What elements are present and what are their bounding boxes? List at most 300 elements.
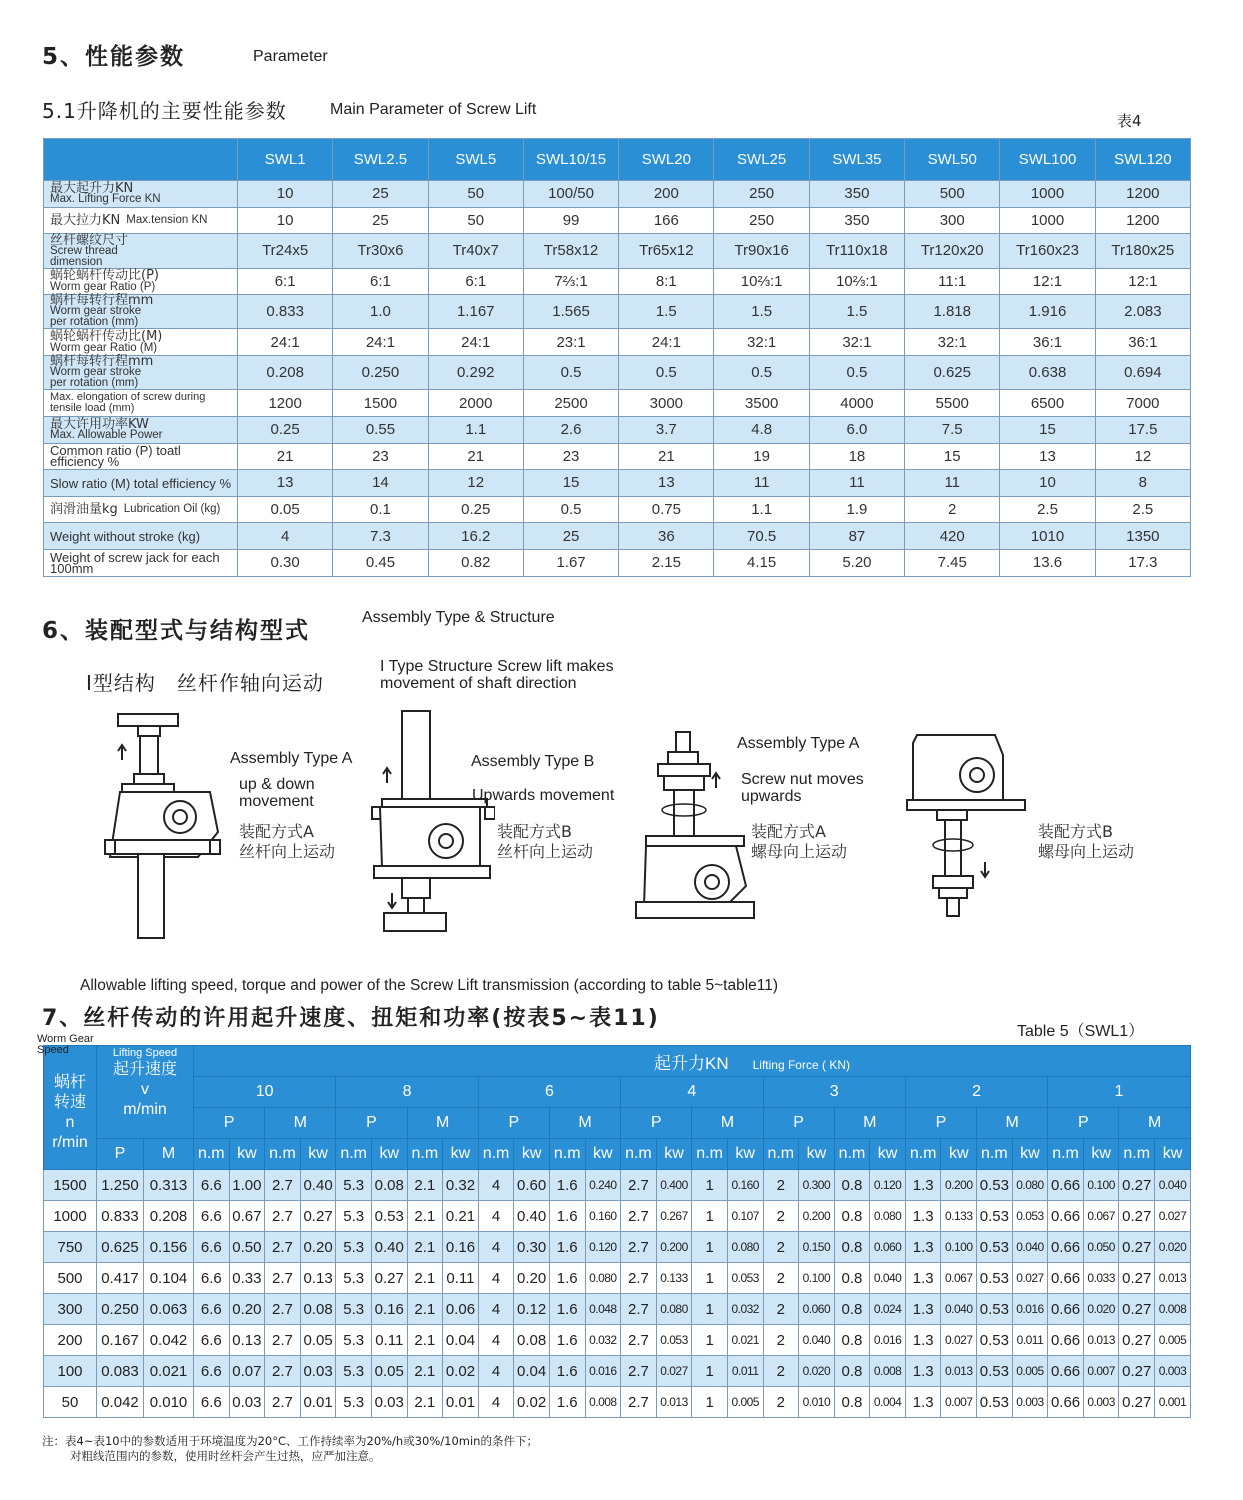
cell-value: 32:1 (905, 329, 1000, 356)
unit-header: kw (941, 1139, 977, 1170)
cell-value: 0.8 (834, 1325, 870, 1356)
cell-value: 0.200 (941, 1170, 977, 1201)
cell-value: 1200 (1095, 181, 1190, 208)
cell-value: 24:1 (428, 329, 523, 356)
cell-value: 25 (333, 207, 428, 234)
cell-value: 6.6 (194, 1294, 230, 1325)
cell-value: 2.5 (1000, 496, 1095, 523)
row-label-cn: 蜗轮蜗杆传动比(P) (50, 268, 159, 284)
cell-value: 12 (1095, 443, 1190, 470)
worm-speed-cell: 200 (44, 1325, 97, 1356)
assembly-type-a-nut-up-drawing (634, 730, 759, 922)
cell-value: 350 (809, 207, 904, 234)
cell-value: 0.133 (941, 1201, 977, 1232)
cell-value: 0.027 (656, 1356, 692, 1387)
cell-value: 0.080 (585, 1263, 621, 1294)
cell-value: 5.3 (336, 1356, 372, 1387)
cell-value: 1.3 (905, 1232, 941, 1263)
diagram-1-en-desc-2: movement (239, 793, 314, 810)
cell-value: 2.6 (523, 416, 618, 443)
row-label-en: Worm gear stroke per rotation (mm) (50, 366, 142, 390)
cell-value: 0.27 (1119, 1263, 1155, 1294)
cell-value: 0.66 (1048, 1325, 1084, 1356)
cell-value: 0.5 (619, 356, 714, 390)
cell-value: 0.080 (656, 1294, 692, 1325)
table-row (44, 181, 1191, 208)
cell-value: 87 (809, 523, 904, 550)
lift-speed-ratio-header: P (97, 1139, 144, 1170)
row-label-cn: 蜗杆每转行程mm (50, 354, 154, 370)
unit-header: kw (1083, 1139, 1119, 1170)
table-row (44, 496, 1191, 523)
cell-value: 0.45 (333, 549, 428, 576)
cell-value: Tr58x12 (523, 234, 618, 268)
cell-value: 0.027 (941, 1325, 977, 1356)
cell-value: 0.53 (977, 1294, 1013, 1325)
cell-value: 1.1 (428, 416, 523, 443)
worm-speed-cell: 300 (44, 1294, 97, 1325)
cell-value: 0.05 (238, 496, 333, 523)
cell-value: 0.016 (585, 1356, 621, 1387)
unit-header: kw (799, 1139, 835, 1170)
cell-value: 15 (523, 470, 618, 497)
cell-value: 5.3 (336, 1232, 372, 1263)
cell-value: 7⅔:1 (523, 268, 618, 295)
cell-value: 25 (333, 181, 428, 208)
lifting-speed-en: Lifting Speed (112, 1047, 178, 1059)
cell-value: 4.15 (714, 549, 809, 576)
row-label-en: Worm gear stroke per rotation (mm) (50, 305, 142, 329)
cell-value: 2.7 (621, 1232, 657, 1263)
cell-value: 0.007 (941, 1387, 977, 1418)
cell-value: 1.9 (809, 496, 904, 523)
ratio-header: P (763, 1108, 834, 1139)
table-row (44, 390, 1191, 417)
unit-header: n.m (478, 1139, 514, 1170)
unit-header: kw (371, 1139, 407, 1170)
cell-value: 0.5 (809, 356, 904, 390)
diagram-3-en-desc-2: upwards (741, 788, 802, 805)
row-label-en: Max. elongation of screw during tensile load (mm) (50, 391, 206, 415)
assembly-type-a-screw-up-drawing (100, 712, 230, 942)
ratio-header: M (834, 1108, 905, 1139)
cell-value: 4 (478, 1387, 514, 1418)
cell-value: 250 (714, 207, 809, 234)
cell-value: 2 (905, 496, 1000, 523)
ratio-header: P (905, 1108, 976, 1139)
cell-value: 0.013 (1155, 1263, 1191, 1294)
cell-value: 250 (714, 181, 809, 208)
diagram-2-cn-1: 装配方式B (497, 822, 572, 841)
cell-value: 0.063 (144, 1294, 194, 1325)
cell-value: 0.053 (727, 1263, 763, 1294)
diagram-1-cn-2: 丝杆向上运动 (239, 842, 336, 861)
cell-value: 0.833 (238, 295, 333, 329)
diagram-1-en-desc-1: up & down (239, 776, 315, 793)
cell-value: 6.6 (194, 1387, 230, 1418)
cell-value: 8 (1095, 470, 1190, 497)
table-row (44, 1201, 1191, 1232)
cell-value: 0.100 (941, 1232, 977, 1263)
cell-value: 0.8 (834, 1294, 870, 1325)
model-header: SWL20 (619, 139, 714, 181)
ratio-header: M (977, 1108, 1048, 1139)
row-label-cn: 丝杆螺纹尺寸 (50, 232, 129, 248)
unit-header: n.m (977, 1139, 1013, 1170)
unit-header: kw (585, 1139, 621, 1170)
row-label-en: Max.tension KN (126, 214, 208, 227)
cell-value: 21 (619, 443, 714, 470)
cell-value: 0.8 (834, 1387, 870, 1418)
cell-value: 12 (428, 470, 523, 497)
table-row (44, 549, 1191, 576)
cell-value: 14 (333, 470, 428, 497)
footnote (42, 1434, 538, 1464)
cell-value: 0.250 (97, 1294, 144, 1325)
lifting-force-header (194, 1046, 1191, 1077)
cell-value: 0.27 (1119, 1387, 1155, 1418)
worm-speed-n: n (65, 1113, 75, 1131)
unit-header: n.m (621, 1139, 657, 1170)
unit-header: kw (229, 1139, 265, 1170)
cell-value: 350 (809, 181, 904, 208)
cell-value: 1.3 (905, 1387, 941, 1418)
cell-value: 0.66 (1048, 1263, 1084, 1294)
cell-value: 2000 (428, 390, 523, 417)
cell-value: 0.8 (834, 1201, 870, 1232)
cell-value: 36:1 (1095, 329, 1190, 356)
cell-value: 0.25 (238, 416, 333, 443)
row-label-en: Max. Lifting Force KN (50, 193, 161, 206)
cell-value: 0.8 (834, 1232, 870, 1263)
cell-value: 1.3 (905, 1201, 941, 1232)
cell-value: 1 (692, 1294, 728, 1325)
cell-value: 0.67 (229, 1201, 265, 1232)
cell-value: 0.021 (727, 1325, 763, 1356)
cell-value: 0.053 (1012, 1201, 1048, 1232)
row-label-en: Max. Allowable Power (50, 429, 163, 442)
cell-value: 0.080 (1012, 1170, 1048, 1201)
cell-value: 19 (714, 443, 809, 470)
cell-value: 1 (692, 1325, 728, 1356)
cell-value: 0.042 (97, 1387, 144, 1418)
worm-speed-cn2: 转速 (53, 1093, 86, 1111)
cell-value: 4000 (809, 390, 904, 417)
cell-value: 1.6 (549, 1325, 585, 1356)
model-header: SWL10/15 (523, 139, 618, 181)
cell-value: 0.011 (727, 1356, 763, 1387)
unit-header: n.m (1048, 1139, 1084, 1170)
cell-value: 0.1 (333, 496, 428, 523)
cell-value: 0.05 (371, 1356, 407, 1387)
cell-value: 0.032 (585, 1325, 621, 1356)
cell-value: 11 (905, 470, 1000, 497)
model-header: SWL35 (809, 139, 904, 181)
cell-value: 1.565 (523, 295, 618, 329)
cell-value: 4.8 (714, 416, 809, 443)
cell-value: 24:1 (619, 329, 714, 356)
table-4-label: 表4 (1117, 112, 1142, 130)
cell-value: 6.6 (194, 1232, 230, 1263)
table-row (44, 268, 1191, 295)
cell-value: 70.5 (714, 523, 809, 550)
worm-speed-cell: 1500 (44, 1170, 97, 1201)
cell-value: 15 (905, 443, 1000, 470)
force-value-header: 10 (194, 1077, 336, 1108)
cell-value: 0.040 (799, 1325, 835, 1356)
worm-gear-speed-en: Worm Gear Speed (37, 1033, 94, 1056)
unit-header: n.m (834, 1139, 870, 1170)
cell-value: 0.8 (834, 1263, 870, 1294)
cell-value: 1.5 (809, 295, 904, 329)
cell-value: 0.12 (514, 1294, 550, 1325)
cell-value: Tr120x20 (905, 234, 1000, 268)
cell-value: 1.3 (905, 1294, 941, 1325)
cell-value: 0.040 (1155, 1170, 1191, 1201)
cell-value: 2.7 (265, 1263, 301, 1294)
row-label (44, 268, 238, 295)
cell-value: 0.03 (300, 1356, 336, 1387)
unit-header: kw (1012, 1139, 1048, 1170)
ratio-header: P (336, 1108, 407, 1139)
unit-header: kw (656, 1139, 692, 1170)
cell-value: 5.3 (336, 1170, 372, 1201)
cell-value: 2.5 (1095, 496, 1190, 523)
cell-value: 2.7 (621, 1201, 657, 1232)
model-header: SWL25 (714, 139, 809, 181)
cell-value: 0.024 (870, 1294, 906, 1325)
ratio-header: M (549, 1108, 620, 1139)
cell-value: 0.042 (144, 1325, 194, 1356)
unit-header: n.m (692, 1139, 728, 1170)
cell-value: 0.638 (1000, 356, 1095, 390)
cell-value: 6.0 (809, 416, 904, 443)
cell-value: 6.6 (194, 1325, 230, 1356)
cell-value: 0.003 (1083, 1387, 1119, 1418)
table-row (44, 523, 1191, 550)
model-header: SWL50 (905, 139, 1000, 181)
worm-speed-cn1: 蜗杆 (53, 1073, 86, 1091)
cell-value: 0.40 (300, 1170, 336, 1201)
row-label-cn: 最大拉力KN (50, 213, 121, 229)
cell-value: 0.08 (371, 1170, 407, 1201)
row-label (44, 295, 238, 329)
cell-value: 1.6 (549, 1263, 585, 1294)
cell-value: 0.240 (585, 1170, 621, 1201)
cell-value: Tr180x25 (1095, 234, 1190, 268)
cell-value: 5500 (905, 390, 1000, 417)
ratio-header: P (1048, 1108, 1119, 1139)
cell-value: 0.040 (941, 1294, 977, 1325)
unit-header: n.m (1119, 1139, 1155, 1170)
cell-value: 7.5 (905, 416, 1000, 443)
header-row-units (44, 1139, 1191, 1170)
cell-value: 0.020 (1155, 1232, 1191, 1263)
cell-value: 23 (333, 443, 428, 470)
assembly-type-b-nut-up-drawing (905, 730, 1030, 920)
cell-value: 0.27 (300, 1201, 336, 1232)
unit-header: kw (514, 1139, 550, 1170)
cell-value: 23:1 (523, 329, 618, 356)
table-row (44, 470, 1191, 497)
section-6-title-en: Assembly Type & Structure (362, 609, 555, 626)
table-row (44, 1387, 1191, 1418)
cell-value: 0.53 (977, 1263, 1013, 1294)
cell-value: 1200 (238, 390, 333, 417)
cell-value: 4 (478, 1201, 514, 1232)
cell-value: 0.313 (144, 1170, 194, 1201)
cell-value: 15 (1000, 416, 1095, 443)
cell-value: 2.083 (1095, 295, 1190, 329)
cell-value: 0.300 (799, 1170, 835, 1201)
cell-value: 32:1 (809, 329, 904, 356)
row-label-en: Worm gear Ratio (P) (50, 280, 156, 293)
cell-value: 11 (809, 470, 904, 497)
assembly-type-b-screw-up-drawing (370, 708, 495, 938)
cell-value: 1 (692, 1356, 728, 1387)
cell-value: Tr110x18 (809, 234, 904, 268)
row-label (44, 549, 238, 576)
lifting-speed-header (97, 1046, 194, 1139)
cell-value: 1010 (1000, 523, 1095, 550)
cell-value: 0.08 (514, 1325, 550, 1356)
cell-value: 0.66 (1048, 1294, 1084, 1325)
cell-value: 0.013 (1083, 1325, 1119, 1356)
cell-value: 2.7 (621, 1263, 657, 1294)
unit-header: n.m (763, 1139, 799, 1170)
cell-value: 0.040 (870, 1263, 906, 1294)
cell-value: 21 (238, 443, 333, 470)
cell-value: 6.6 (194, 1356, 230, 1387)
cell-value: 2.7 (265, 1201, 301, 1232)
cell-value: 0.008 (1155, 1294, 1191, 1325)
cell-value: 2 (763, 1263, 799, 1294)
cell-value: 2.1 (407, 1170, 443, 1201)
cell-value: 8:1 (619, 268, 714, 295)
cell-value: 0.048 (585, 1294, 621, 1325)
cell-value: 0.20 (300, 1232, 336, 1263)
cell-value: 0.53 (977, 1170, 1013, 1201)
cell-value: 0.004 (870, 1387, 906, 1418)
cell-value: 2 (763, 1325, 799, 1356)
cell-value: Tr30x6 (333, 234, 428, 268)
cell-value: 1.1 (714, 496, 809, 523)
row-label (44, 356, 238, 390)
table-row (44, 1232, 1191, 1263)
row-label-en: Common ratio (P) toatl efficiency % (50, 443, 181, 470)
cell-value: 0.04 (443, 1325, 479, 1356)
table-row (44, 234, 1191, 268)
cell-value: 0.005 (727, 1387, 763, 1418)
cell-value: 0.208 (238, 356, 333, 390)
cell-value: 13.6 (1000, 549, 1095, 576)
unit-header: n.m (905, 1139, 941, 1170)
cell-value: 0.003 (1012, 1387, 1048, 1418)
lifting-speed-v: v (141, 1081, 149, 1098)
cell-value: 10⅔:1 (714, 268, 809, 295)
table-header-row (44, 139, 1191, 181)
row-label-en: Slow ratio (M) total efficiency % (50, 475, 232, 491)
worm-speed-cell: 1000 (44, 1201, 97, 1232)
table-row (44, 1325, 1191, 1356)
cell-value: 12:1 (1095, 268, 1190, 295)
force-value-header: 2 (905, 1077, 1047, 1108)
cell-value: 0.200 (799, 1201, 835, 1232)
cell-value: 1 (692, 1387, 728, 1418)
cell-value: 100/50 (523, 181, 618, 208)
section-6-title: 6、装配型式与结构型式 (42, 618, 311, 644)
diagram-1-cn-1: 装配方式A (239, 822, 314, 841)
cell-value: 1.3 (905, 1325, 941, 1356)
cell-value: 10 (1000, 470, 1095, 497)
header-row-force (44, 1046, 1191, 1077)
cell-value: 0.27 (1119, 1356, 1155, 1387)
cell-value: 0.66 (1048, 1232, 1084, 1263)
cell-value: 0.016 (1012, 1294, 1048, 1325)
cell-value: 0.027 (1012, 1263, 1048, 1294)
cell-value: 2.7 (621, 1387, 657, 1418)
footnote-line-1: 注：表4~表10中的参数适用于环境温度为20°C、工作持续率为20%/h或30%/10min的条件下； (42, 1434, 538, 1448)
cell-value: 0.53 (977, 1387, 1013, 1418)
cell-value: 0.080 (870, 1201, 906, 1232)
worm-speed-header (44, 1046, 97, 1170)
cell-value: 0.06 (443, 1294, 479, 1325)
cell-value: 2.1 (407, 1325, 443, 1356)
cell-value: 2.1 (407, 1263, 443, 1294)
cell-value: 3.7 (619, 416, 714, 443)
cell-value: 0.66 (1048, 1201, 1084, 1232)
cell-value: 2 (763, 1201, 799, 1232)
unit-header: kw (443, 1139, 479, 1170)
cell-value: 0.104 (144, 1263, 194, 1294)
cell-value: 0.07 (229, 1356, 265, 1387)
cell-value: 0.03 (229, 1387, 265, 1418)
cell-value: 2 (763, 1294, 799, 1325)
unit-header: n.m (549, 1139, 585, 1170)
cell-value: 0.75 (619, 496, 714, 523)
cell-value: 1.67 (523, 549, 618, 576)
cell-value: 6:1 (333, 268, 428, 295)
cell-value: 5.20 (809, 549, 904, 576)
cell-value: 2 (763, 1387, 799, 1418)
cell-value: 1000 (1000, 181, 1095, 208)
cell-value: 5.3 (336, 1263, 372, 1294)
cell-value: 0.8 (834, 1356, 870, 1387)
model-header: SWL100 (1000, 139, 1095, 181)
cell-value: 0.01 (443, 1387, 479, 1418)
cell-value: 2.7 (265, 1387, 301, 1418)
cell-value: 6.6 (194, 1201, 230, 1232)
lifting-speed-cn: 起升速度 (112, 1061, 177, 1078)
diagram-3-cn-1: 装配方式A (751, 822, 826, 841)
row-label (44, 470, 238, 497)
cell-value: 1 (692, 1263, 728, 1294)
row-label-en: Screw thread dimension (50, 244, 118, 268)
cell-value: 0.32 (443, 1170, 479, 1201)
cell-value: 0.25 (428, 496, 523, 523)
row-label-cn: 润滑油量kg (50, 502, 118, 518)
cell-value: 2.1 (407, 1232, 443, 1263)
cell-value: 0.005 (1012, 1356, 1048, 1387)
cell-value: 0.027 (1155, 1201, 1191, 1232)
row-label (44, 329, 238, 356)
cell-value: 0.267 (656, 1201, 692, 1232)
cell-value: 5.3 (336, 1387, 372, 1418)
table-row (44, 356, 1191, 390)
cell-value: 0.27 (1119, 1201, 1155, 1232)
cell-value: 6.6 (194, 1263, 230, 1294)
cell-value: 2.1 (407, 1356, 443, 1387)
